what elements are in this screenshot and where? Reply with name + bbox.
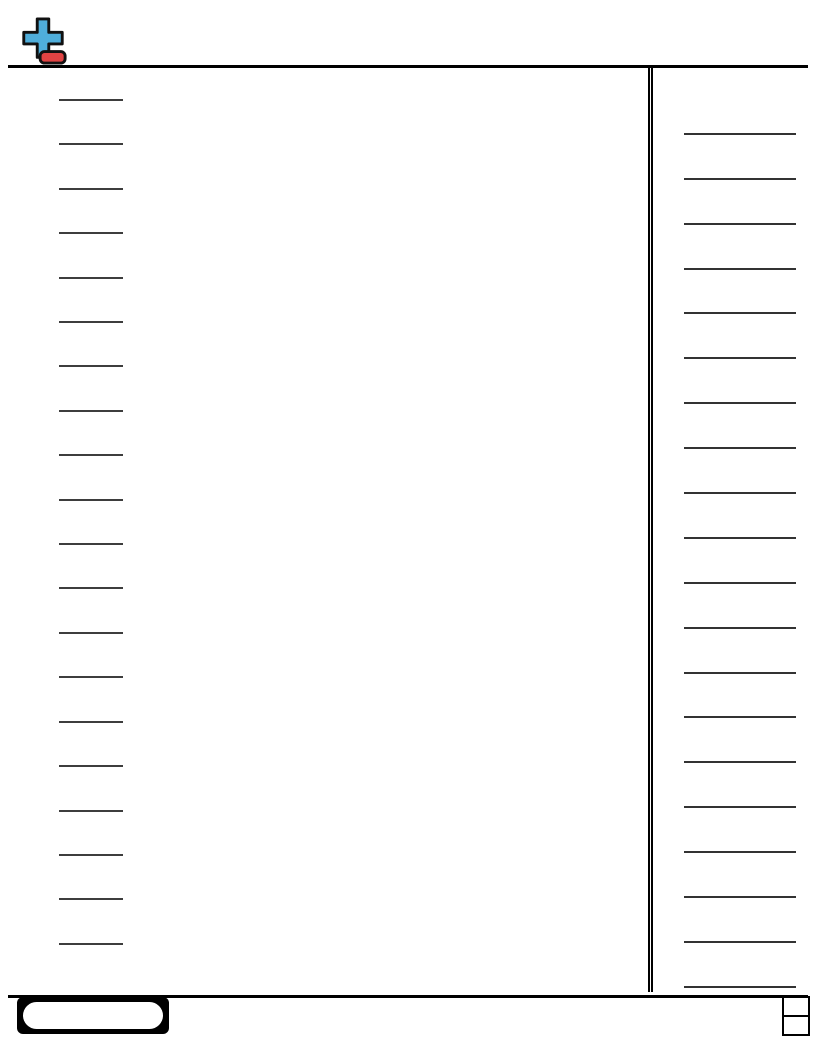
score-cell [783,1016,809,1035]
problem-answer-blank [59,410,123,412]
answer-value [684,627,796,629]
problem-row [14,676,634,720]
problem-row [14,277,634,321]
answer-number [659,179,684,180]
problem-answer-blank [59,143,123,145]
answer-value [684,941,796,943]
answer-row [653,135,810,180]
answer-value [684,896,796,898]
answer-row [653,763,810,808]
answer-value [684,716,796,718]
answer-value [684,761,796,763]
answer-row [653,180,810,225]
answer-row [653,314,810,359]
subject-badge [17,997,169,1034]
problem-row [14,543,634,587]
answer-row [653,539,810,584]
answer-number [659,762,684,763]
answer-row [653,584,810,629]
answer-number [659,224,684,225]
problem-answer-blank [59,632,123,634]
answer-row [653,270,810,315]
problem-answer-blank [59,854,123,856]
answer-value [684,582,796,584]
score-row-1-10 [738,997,809,1016]
grading-score-table [738,996,810,1036]
problems-list [14,99,634,987]
problem-answer-blank [59,499,123,501]
answer-number [659,987,684,988]
answer-value [684,312,796,314]
answer-value [684,178,796,180]
problem-row [14,632,634,676]
answer-row [653,225,810,270]
answer-value [684,806,796,808]
problem-row [14,810,634,854]
answer-row [653,808,810,853]
answer-number [659,403,684,404]
problem-answer-blank [59,765,123,767]
answer-number [659,134,684,135]
problem-answer-blank [59,810,123,812]
problem-row [14,721,634,765]
answer-value [684,986,796,988]
problem-row [14,143,634,187]
problem-answer-blank [59,188,123,190]
answer-number [659,897,684,898]
problem-answer-blank [59,365,123,367]
problem-row [14,499,634,543]
problem-answer-blank [59,232,123,234]
answer-value [684,402,796,404]
plus-minus-logo-icon [18,16,68,71]
answer-row [653,90,810,135]
answer-value [684,537,796,539]
answer-row [653,449,810,494]
problem-row [14,188,634,232]
answer-value [684,223,796,225]
score-cell [783,997,809,1016]
problem-answer-blank [59,676,123,678]
answer-number [659,717,684,718]
problem-row [14,454,634,498]
answer-value [684,268,796,270]
answer-row [653,898,810,943]
answer-number [659,583,684,584]
answer-value [684,133,796,135]
answer-number [659,673,684,674]
subject-badge-label [23,1002,163,1029]
score-row-label [738,1016,783,1035]
problem-answer-blank [59,99,123,101]
answer-number [659,313,684,314]
answers-title [653,68,810,90]
problem-answer-blank [59,721,123,723]
problem-row [14,765,634,809]
answer-number [659,358,684,359]
answer-row [653,404,810,449]
problem-answer-blank [59,898,123,900]
answer-value [684,672,796,674]
answer-row [653,494,810,539]
problem-row [14,321,634,365]
answer-row [653,853,810,898]
answer-row [653,674,810,719]
answer-number [659,628,684,629]
problem-answer-blank [59,543,123,545]
problem-row [14,854,634,898]
answer-number [659,807,684,808]
answer-value [684,357,796,359]
problem-row [14,99,634,143]
problem-row [14,587,634,631]
answer-number [659,493,684,494]
answer-row [653,718,810,763]
problem-answer-blank [59,277,123,279]
answer-row [653,359,810,404]
answer-number [659,448,684,449]
answer-number [659,538,684,539]
answer-number [659,852,684,853]
problem-answer-blank [59,454,123,456]
answer-value [684,447,796,449]
answer-value [684,492,796,494]
problem-row [14,365,634,409]
problem-row [14,232,634,276]
answers-panel [648,68,810,992]
answers-list [653,90,810,988]
problem-answer-blank [59,587,123,589]
answer-value [684,851,796,853]
answer-number [659,942,684,943]
problem-row [14,410,634,454]
score-row-label [738,997,783,1016]
problem-row [14,943,634,987]
answer-row [653,629,810,674]
problem-answer-blank [59,321,123,323]
problem-row [14,898,634,942]
score-row-11-20 [738,1016,809,1035]
answer-number [659,269,684,270]
answer-row [653,943,810,988]
problem-answer-blank [59,943,123,945]
